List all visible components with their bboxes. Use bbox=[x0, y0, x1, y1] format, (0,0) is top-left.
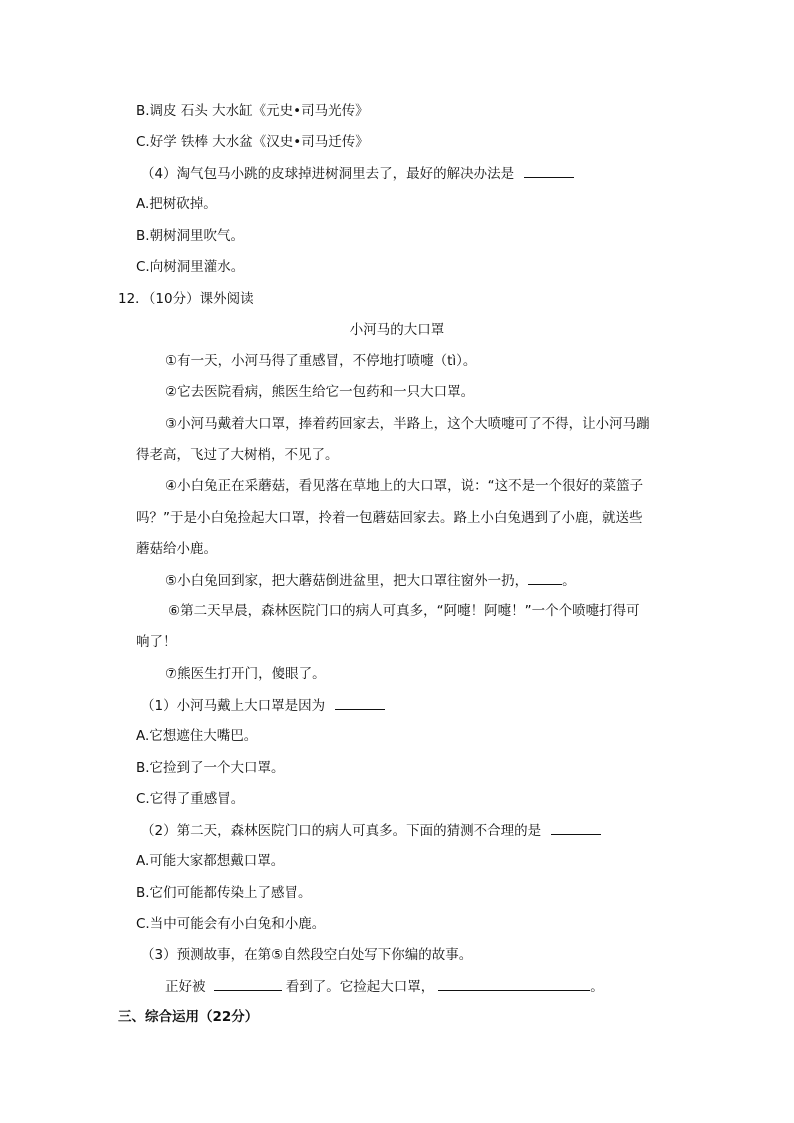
story-title: 小河马的大口罩 bbox=[349, 322, 445, 338]
sub3-fill-line bbox=[165, 976, 604, 997]
paragraph-4-line-3: 蘑菇给小鹿。 bbox=[136, 541, 217, 557]
q4-option-b: B.朝树洞里吹气。 bbox=[136, 228, 245, 244]
sub1-option-b: B.它捡到了一个大口罩。 bbox=[136, 760, 285, 776]
paragraph-5-text: ⑤小白兔回到家，把大蘑菇倒进盆里，把大口罩往窗外一扔， bbox=[165, 573, 529, 589]
paragraph-4-line-2: 吗？”于是小白兔捡起大口罩，拎着一包蘑菇回家去。路上小白兔遇到了小鹿，就送些 bbox=[136, 510, 643, 526]
q4-stem bbox=[141, 163, 574, 184]
sub3-fill-part-2: 看到了。它捡起大口罩， bbox=[285, 979, 435, 995]
paragraph-2: ②它去医院看病，熊医生给它一包药和一只大口罩。 bbox=[165, 384, 475, 400]
sub1-option-c: C.它得了重感冒。 bbox=[136, 791, 245, 807]
paragraph-6-line-1: ⑥第二天早晨，森林医院门口的病人可真多，“阿嚏！阿嚏！”一个个喷嚏打得可 bbox=[168, 603, 640, 619]
paragraph-5-blank[interactable] bbox=[528, 570, 562, 585]
q12-header: 12．（10分）课外阅读 bbox=[118, 291, 254, 307]
sub3-fill-end: 。 bbox=[590, 979, 604, 995]
sub2-option-c: C.当中可能会有小白兔和小鹿。 bbox=[136, 916, 326, 932]
q4-option-a: A.把树砍掉。 bbox=[136, 196, 217, 212]
paragraph-3-line-1: ③小河马戴着大口罩，捧着药回家去，半路上，这个大喷嚏可了不得，让小河马蹦 bbox=[165, 416, 650, 432]
paragraph-6-line-2: 响了！ bbox=[136, 634, 177, 650]
paragraph-3-line-2: 得老高，飞过了大树梢，不见了。 bbox=[136, 447, 339, 463]
sub2-stem bbox=[141, 820, 601, 841]
sub3-fill-part-1: 正好被 bbox=[165, 979, 206, 995]
sub3-blank-2[interactable] bbox=[438, 976, 590, 991]
sub2-stem-text: （2）第二天，森林医院门口的病人可真多。下面的猜测不合理的是 bbox=[141, 823, 542, 839]
sub3-stem: （3）预测故事，在第⑤自然段空白处写下你编的故事。 bbox=[141, 947, 473, 963]
paragraph-5-end: 。 bbox=[562, 573, 576, 589]
sub1-stem bbox=[141, 695, 385, 716]
paragraph-5 bbox=[165, 570, 576, 591]
q4-answer-blank[interactable] bbox=[524, 163, 574, 178]
paragraph-7: ⑦熊医生打开门，傻眼了。 bbox=[165, 666, 326, 682]
q4-option-c: C.向树洞里灌水。 bbox=[136, 259, 245, 275]
section-3-header: 三、综合运用（22分） bbox=[118, 1009, 259, 1025]
sub1-answer-blank[interactable] bbox=[335, 695, 385, 710]
sub3-blank-1[interactable] bbox=[214, 976, 282, 991]
q4-stem-text: （4）淘气包马小跳的皮球掉进树洞里去了，最好的解决办法是 bbox=[141, 166, 515, 182]
sub1-option-a: A.它想遮住大嘴巴。 bbox=[136, 728, 258, 744]
option-c: C.好学 铁棒 大水盆《汉史•司马迁传》 bbox=[136, 134, 369, 150]
sub1-stem-text: （1）小河马戴上大口罩是因为 bbox=[141, 698, 326, 714]
paragraph-4-line-1: ④小白兔正在采蘑菇，看见落在草地上的大口罩，说：“这不是一个很好的菜篮子 bbox=[165, 478, 644, 494]
option-b: B.调皮 石头 大水缸《元史•司马光传》 bbox=[136, 103, 369, 119]
paragraph-1: ①有一天，小河马得了重感冒，不停地打喷嚏（tì）。 bbox=[165, 353, 477, 369]
sub2-option-b: B.它们可能都传染上了感冒。 bbox=[136, 885, 312, 901]
sub2-answer-blank[interactable] bbox=[551, 820, 601, 835]
sub2-option-a: A.可能大家都想戴口罩。 bbox=[136, 853, 285, 869]
